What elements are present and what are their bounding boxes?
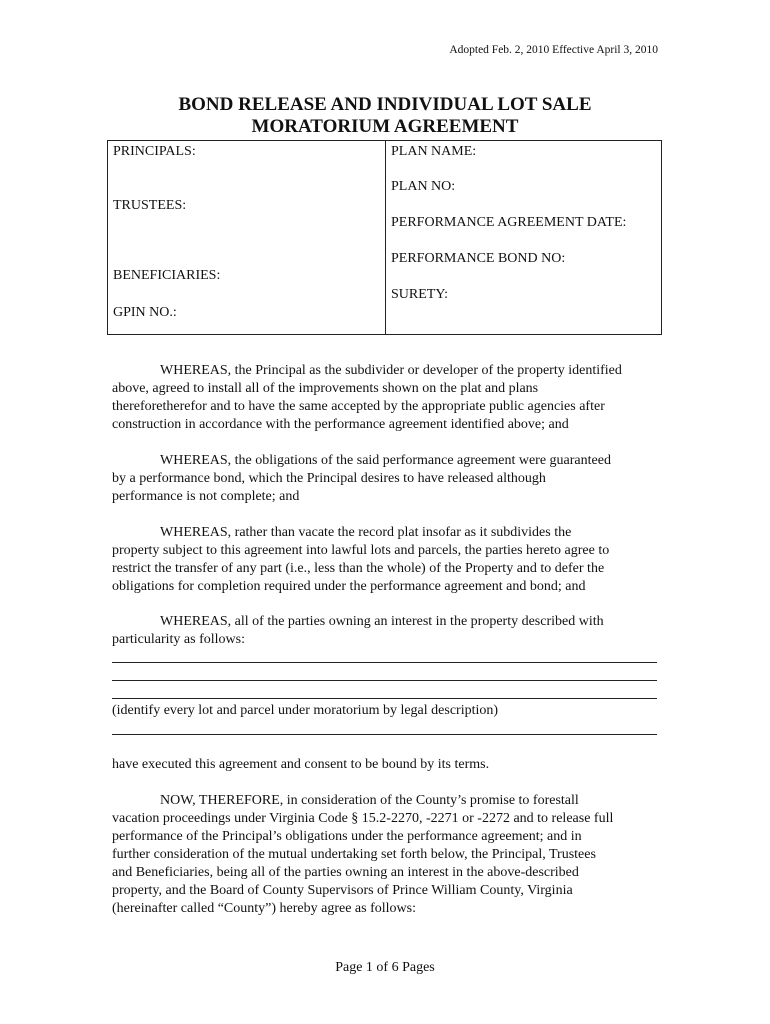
- trustees-label: TRUSTEES:: [113, 198, 187, 213]
- paragraph-line: (hereinafter called “County”) hereby agree as follows:: [112, 901, 416, 916]
- paragraph-line: above, agreed to install all of the improvements shown on the plat and plans: [112, 381, 539, 396]
- page-number: Page 1 of 6 Pages: [335, 960, 435, 975]
- title-line-1: BOND RELEASE AND INDIVIDUAL LOT SALE: [178, 94, 592, 115]
- gpin-label: GPIN NO.:: [113, 305, 177, 320]
- info-box-divider: [385, 141, 386, 334]
- paragraph-line: NOW, THEREFORE, in consideration of the County’s promise to forestall: [160, 793, 579, 808]
- paragraph-line: performance is not complete; and: [112, 489, 300, 504]
- paragraph-line: by a performance bond, which the Principal desires to have released although: [112, 471, 546, 486]
- adopted-effective-date: Adopted Feb. 2, 2010 Effective April 3, 2010: [449, 44, 658, 56]
- whereas-paragraph-3: [112, 524, 660, 596]
- principals-label: PRINCIPALS:: [113, 144, 196, 159]
- paragraph-line: WHEREAS, all of the parties owning an interest in the property described with: [160, 614, 604, 629]
- whereas-paragraph-1: [112, 362, 660, 434]
- paragraph-line: property, and the Board of County Supervisors of Prince William County, Virginia: [112, 883, 573, 898]
- paragraph-line: particularity as follows:: [112, 632, 245, 647]
- performance-agreement-date-label: PERFORMANCE AGREEMENT DATE:: [391, 215, 627, 230]
- legal-description-instruction: (identify every lot and parcel under moratorium by legal description): [112, 703, 499, 718]
- executed-statement: have executed this agreement and consent to be bound by its terms.: [112, 757, 490, 772]
- plan-name-label: PLAN NAME:: [391, 144, 477, 159]
- legal-description-blank-line-2[interactable]: [112, 680, 657, 681]
- paragraph-line: WHEREAS, the Principal as the subdivider or developer of the property identified: [160, 363, 622, 378]
- legal-description-blank-line-4[interactable]: [112, 734, 657, 735]
- paragraph-line: further consideration of the mutual undertaking set forth below, the Principal, Trustees: [112, 847, 596, 862]
- surety-label: SURETY:: [391, 287, 449, 302]
- title-line-2: MORATORIUM AGREEMENT: [251, 116, 519, 137]
- whereas-paragraph-2: [112, 452, 660, 506]
- agreement-info-box: [107, 140, 662, 335]
- paragraph-line: thereforetherefor and to have the same accepted by the appropriate public agencies after: [112, 399, 605, 414]
- legal-description-blank-line-3[interactable]: [112, 698, 657, 699]
- paragraph-line: WHEREAS, rather than vacate the record plat insofar as it subdivides the: [160, 525, 572, 540]
- legal-description-blank-line-1[interactable]: [112, 662, 657, 663]
- paragraph-line: property subject to this agreement into lawful lots and parcels, the parties hereto agree to: [112, 543, 610, 558]
- whereas-paragraph-4: [112, 613, 660, 649]
- paragraph-line: performance of the Principal’s obligations under the performance agreement; and in: [112, 829, 582, 844]
- paragraph-line: WHEREAS, the obligations of the said performance agreement were guaranteed: [160, 453, 611, 468]
- document-title: [0, 94, 770, 138]
- paragraph-line: obligations for completion required under the performance agreement and bond; and: [112, 579, 586, 594]
- paragraph-line: restrict the transfer of any part (i.e., less than the whole) of the Property and to defer the: [112, 561, 605, 576]
- performance-bond-no-label: PERFORMANCE BOND NO:: [391, 251, 566, 266]
- paragraph-line: construction in accordance with the performance agreement identified above; and: [112, 417, 569, 432]
- paragraph-line: vacation proceedings under Virginia Code § 15.2-2270, -2271 or -2272 and to release full: [112, 811, 614, 826]
- paragraph-line: and Beneficiaries, being all of the parties owning an interest in the above-described: [112, 865, 579, 880]
- beneficiaries-label: BENEFICIARIES:: [113, 268, 221, 283]
- now-therefore-paragraph: [112, 792, 660, 918]
- plan-no-label: PLAN NO:: [391, 179, 456, 194]
